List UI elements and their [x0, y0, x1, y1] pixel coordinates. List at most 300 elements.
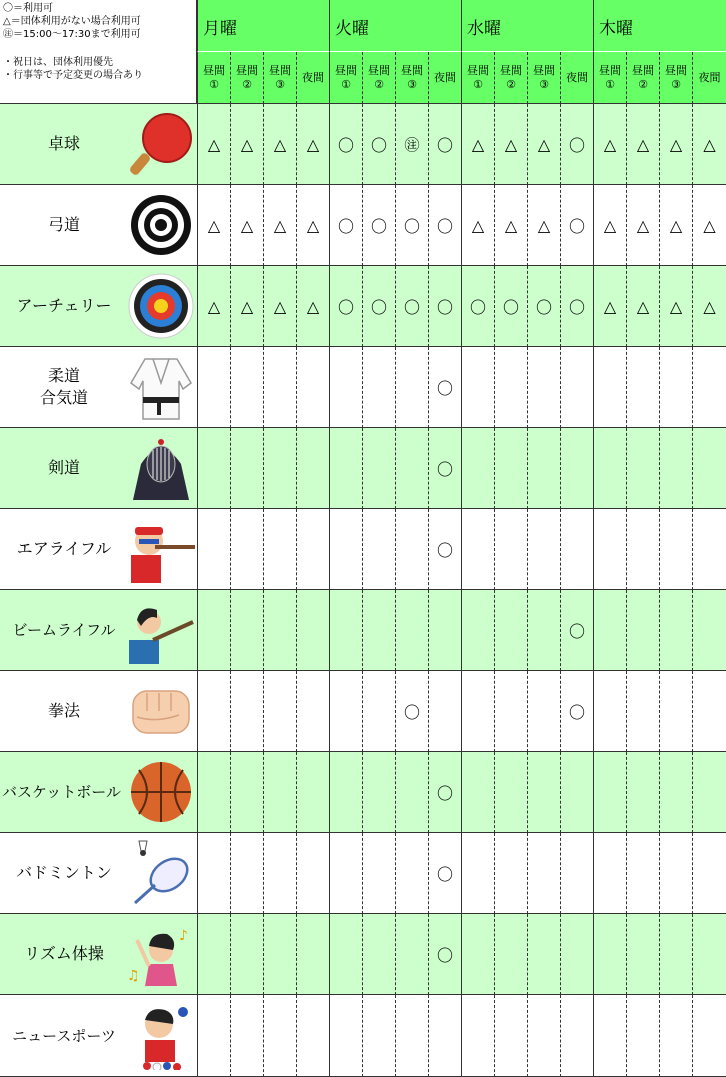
ping-pong-paddle-icon — [127, 110, 195, 178]
availability-cell — [230, 104, 263, 185]
conditional-mark: △ — [306, 215, 320, 235]
available-mark: 〇 — [370, 135, 387, 155]
availability-cell — [692, 509, 726, 590]
conditional-mark: △ — [273, 134, 287, 154]
conditional-mark: △ — [504, 215, 518, 235]
availability-cell — [197, 914, 230, 995]
availability-cell — [527, 509, 560, 590]
availability-cell — [362, 266, 395, 347]
sport-row-label — [0, 752, 197, 833]
conditional-mark: △ — [703, 296, 716, 316]
availability-cell — [428, 671, 461, 752]
conditional-mark: △ — [703, 215, 716, 235]
availability-cell — [362, 752, 395, 833]
badminton-racket-icon — [127, 839, 195, 907]
sport-row-label — [0, 590, 197, 671]
conditional-mark: △ — [636, 134, 650, 154]
available-mark: 〇 — [436, 216, 453, 236]
conditional-mark: △ — [273, 215, 287, 235]
availability-cell — [362, 509, 395, 590]
conditional-mark: △ — [240, 215, 254, 235]
available-mark: 〇 — [337, 135, 354, 155]
availability-cell — [560, 509, 593, 590]
availability-cell — [362, 833, 395, 914]
availability-cell — [230, 266, 263, 347]
availability-cell — [659, 428, 692, 509]
kyudo-target-icon — [127, 191, 195, 259]
availability-cell — [197, 671, 230, 752]
availability-cell — [263, 671, 296, 752]
availability-cell — [362, 104, 395, 185]
availability-cell — [395, 266, 428, 347]
availability-cell — [362, 428, 395, 509]
conditional-mark: △ — [603, 215, 617, 235]
availability-cell — [230, 428, 263, 509]
availability-cell — [296, 833, 329, 914]
conditional-mark: △ — [669, 134, 683, 154]
available-mark: 〇 — [403, 297, 420, 317]
availability-cell — [626, 428, 659, 509]
availability-cell — [659, 185, 692, 266]
availability-cell — [296, 266, 329, 347]
availability-cell — [560, 104, 593, 185]
availability-cell — [692, 104, 726, 185]
availability-cell — [494, 590, 527, 671]
availability-cell — [494, 995, 527, 1077]
available-mark: 〇 — [436, 783, 453, 803]
available-mark: 〇 — [403, 216, 420, 236]
availability-cell — [329, 752, 362, 833]
availability-cell — [296, 590, 329, 671]
availability-cell — [626, 266, 659, 347]
availability-cell — [494, 671, 527, 752]
availability-cell — [659, 509, 692, 590]
day-header: 水曜 — [461, 0, 593, 52]
availability-cell — [329, 590, 362, 671]
conditional-mark: △ — [306, 296, 320, 316]
available-mark: 〇 — [568, 621, 585, 641]
availability-cell — [560, 995, 593, 1077]
availability-cell — [362, 347, 395, 428]
kendo-mask-icon — [127, 434, 195, 502]
availability-cell — [296, 752, 329, 833]
availability-cell — [527, 347, 560, 428]
day-header: 木曜 — [593, 0, 726, 52]
legend-box — [0, 0, 197, 104]
availability-cell — [560, 671, 593, 752]
availability-cell — [560, 428, 593, 509]
availability-cell — [527, 833, 560, 914]
basketball-icon — [127, 758, 195, 826]
availability-cell — [593, 590, 626, 671]
availability-cell — [329, 509, 362, 590]
availability-cell — [593, 509, 626, 590]
conditional-mark: △ — [504, 134, 518, 154]
conditional-mark: △ — [636, 296, 650, 316]
availability-cell — [362, 590, 395, 671]
conditional-mark: △ — [603, 296, 617, 316]
new-sports-player-icon — [127, 1002, 195, 1070]
availability-cell — [296, 347, 329, 428]
available-mark: 〇 — [535, 297, 552, 317]
availability-cell — [494, 104, 527, 185]
availability-cell — [494, 185, 527, 266]
sport-name: 卓球 — [47, 134, 80, 153]
availability-cell — [329, 347, 362, 428]
availability-cell — [593, 266, 626, 347]
availability-cell — [263, 914, 296, 995]
availability-cell — [428, 104, 461, 185]
fist-icon — [127, 677, 195, 745]
availability-cell — [428, 833, 461, 914]
availability-cell — [329, 833, 362, 914]
available-mark: 〇 — [403, 702, 420, 722]
availability-cell — [263, 428, 296, 509]
sport-row-label — [0, 833, 197, 914]
availability-cell — [395, 590, 428, 671]
availability-cell — [461, 347, 494, 428]
availability-cell — [197, 509, 230, 590]
available-mark: 〇 — [436, 378, 453, 398]
availability-cell — [593, 914, 626, 995]
availability-cell — [197, 428, 230, 509]
available-mark: 〇 — [436, 297, 453, 317]
availability-cell — [395, 104, 428, 185]
sport-name: バスケットボール — [2, 783, 121, 801]
availability-cell — [263, 104, 296, 185]
slot-header: 昼間 ② — [494, 52, 527, 104]
conditional-mark: △ — [207, 134, 221, 154]
availability-cell — [461, 509, 494, 590]
availability-cell — [593, 833, 626, 914]
sport-row-label — [0, 509, 197, 590]
availability-cell — [197, 347, 230, 428]
available-mark: 〇 — [337, 216, 354, 236]
availability-cell — [626, 347, 659, 428]
slot-header: 夜間 — [428, 52, 461, 104]
available-mark: 〇 — [568, 135, 585, 155]
availability-cell — [428, 914, 461, 995]
availability-cell — [197, 266, 230, 347]
availability-cell — [527, 590, 560, 671]
sport-name: 弓道 — [47, 215, 80, 234]
availability-cell — [461, 752, 494, 833]
available-mark: 〇 — [436, 540, 453, 560]
availability-cell — [659, 347, 692, 428]
availability-cell — [659, 266, 692, 347]
availability-cell — [626, 833, 659, 914]
availability-cell — [527, 914, 560, 995]
sport-row-label — [0, 266, 197, 347]
availability-cell — [560, 590, 593, 671]
availability-cell — [329, 995, 362, 1077]
conditional-mark: △ — [207, 215, 221, 235]
availability-cell — [692, 347, 726, 428]
availability-cell — [296, 185, 329, 266]
conditional-mark: △ — [306, 134, 320, 154]
availability-cell — [593, 752, 626, 833]
availability-cell — [197, 104, 230, 185]
slot-header: 夜間 — [560, 52, 593, 104]
availability-cell — [329, 914, 362, 995]
legend-line: ・祝日は、団体利用優先 — [3, 57, 113, 68]
availability-cell — [230, 914, 263, 995]
availability-cell — [428, 995, 461, 1077]
availability-cell — [461, 671, 494, 752]
svg-text:♫: ♫ — [127, 968, 140, 984]
availability-cell — [329, 266, 362, 347]
available-mark: 〇 — [337, 297, 354, 317]
availability-cell — [329, 104, 362, 185]
availability-cell — [692, 590, 726, 671]
availability-cell — [230, 347, 263, 428]
availability-cell — [428, 509, 461, 590]
svg-text:♪: ♪ — [179, 928, 188, 944]
legend-line: ・行事等で予定変更の場合あり — [3, 70, 143, 81]
availability-cell — [626, 509, 659, 590]
availability-cell — [263, 509, 296, 590]
availability-cell — [263, 590, 296, 671]
availability-cell — [494, 833, 527, 914]
available-mark: 〇 — [469, 297, 486, 317]
availability-cell — [263, 266, 296, 347]
sport-name: リズム体操 — [24, 944, 104, 963]
conditional-mark: △ — [471, 215, 485, 235]
sport-row-label — [0, 185, 197, 266]
availability-cell — [296, 428, 329, 509]
slot-header: 昼間 ② — [362, 52, 395, 104]
availability-cell — [329, 428, 362, 509]
archery-target-icon — [127, 272, 195, 340]
conditional-mark: △ — [537, 215, 551, 235]
availability-cell — [626, 590, 659, 671]
availability-cell — [692, 428, 726, 509]
availability-cell — [395, 671, 428, 752]
availability-cell — [527, 104, 560, 185]
available-mark: 〇 — [436, 945, 453, 965]
sport-name: ビームライフル — [12, 621, 116, 639]
sport-name: アーチェリー — [16, 296, 112, 315]
slot-header: 昼間 ① — [593, 52, 626, 104]
availability-cell — [230, 590, 263, 671]
availability-cell — [428, 347, 461, 428]
sport-name: 拳法 — [47, 701, 80, 720]
availability-cell — [692, 914, 726, 995]
sport-row-label — [0, 347, 197, 428]
availability-cell — [626, 914, 659, 995]
slot-header: 昼間 ③ — [395, 52, 428, 104]
availability-cell — [527, 752, 560, 833]
availability-cell — [296, 671, 329, 752]
slot-header: 昼間 ① — [197, 52, 230, 104]
availability-cell — [527, 185, 560, 266]
availability-cell — [659, 752, 692, 833]
availability-cell — [626, 185, 659, 266]
legend-line: ㊟＝15:00～17:30まで利用可 — [3, 29, 141, 40]
sport-row-label — [0, 914, 197, 995]
availability-cell — [428, 590, 461, 671]
conditional-mark: △ — [703, 134, 716, 154]
available-mark: 〇 — [568, 297, 585, 317]
availability-cell — [527, 428, 560, 509]
availability-cell — [593, 104, 626, 185]
slot-header: 昼間 ② — [626, 52, 659, 104]
availability-cell — [263, 752, 296, 833]
availability-cell — [461, 590, 494, 671]
availability-cell — [395, 995, 428, 1077]
conditional-mark: △ — [240, 296, 254, 316]
availability-cell — [428, 185, 461, 266]
availability-cell — [230, 671, 263, 752]
availability-cell — [296, 509, 329, 590]
availability-cell — [362, 185, 395, 266]
sport-name: ニュースポーツ — [12, 1026, 116, 1045]
availability-cell — [230, 995, 263, 1077]
availability-cell — [692, 671, 726, 752]
available-mark: 〇 — [370, 297, 387, 317]
availability-cell — [560, 347, 593, 428]
availability-cell — [560, 266, 593, 347]
conditional-mark: △ — [537, 134, 551, 154]
sport-row-label — [0, 995, 197, 1077]
availability-cell — [197, 590, 230, 671]
availability-cell — [461, 995, 494, 1077]
availability-cell — [494, 428, 527, 509]
availability-cell — [197, 995, 230, 1077]
availability-cell — [395, 752, 428, 833]
availability-cell — [230, 509, 263, 590]
air-rifle-shooter-icon — [127, 515, 195, 583]
limited-hours-mark: ㊟ — [404, 135, 420, 154]
day-header: 月曜 — [197, 0, 329, 52]
sport-row-label — [0, 671, 197, 752]
availability-cell — [560, 833, 593, 914]
day-header: 火曜 — [329, 0, 461, 52]
conditional-mark: △ — [273, 296, 287, 316]
availability-cell — [593, 671, 626, 752]
availability-cell — [230, 185, 263, 266]
availability-cell — [461, 914, 494, 995]
availability-cell — [659, 590, 692, 671]
available-mark: 〇 — [436, 459, 453, 479]
availability-cell — [461, 428, 494, 509]
sport-name: 柔道 合気道 — [39, 366, 88, 407]
availability-cell — [626, 104, 659, 185]
availability-cell — [263, 995, 296, 1077]
availability-cell — [296, 995, 329, 1077]
availability-cell — [494, 266, 527, 347]
sport-name: 剣道 — [47, 458, 80, 477]
availability-cell — [197, 833, 230, 914]
availability-cell — [659, 104, 692, 185]
availability-cell — [659, 833, 692, 914]
slot-header: 昼間 ① — [329, 52, 362, 104]
availability-cell — [461, 266, 494, 347]
availability-cell — [296, 104, 329, 185]
availability-cell — [593, 185, 626, 266]
availability-cell — [329, 671, 362, 752]
conditional-mark: △ — [603, 134, 617, 154]
available-mark: 〇 — [502, 297, 519, 317]
conditional-mark: △ — [636, 215, 650, 235]
availability-cell — [428, 752, 461, 833]
slot-header: 昼間 ③ — [527, 52, 560, 104]
availability-cell — [560, 185, 593, 266]
availability-cell — [560, 752, 593, 833]
availability-cell — [527, 671, 560, 752]
availability-cell — [527, 995, 560, 1077]
availability-cell — [197, 752, 230, 833]
availability-cell — [362, 671, 395, 752]
available-mark: 〇 — [436, 864, 453, 884]
availability-cell — [362, 914, 395, 995]
availability-cell — [626, 671, 659, 752]
availability-cell — [263, 185, 296, 266]
availability-cell — [263, 833, 296, 914]
legend-line: 〇＝利用可 — [3, 3, 53, 14]
sport-row-label — [0, 428, 197, 509]
conditional-mark: △ — [669, 215, 683, 235]
slot-header: 昼間 ② — [230, 52, 263, 104]
availability-cell — [395, 347, 428, 428]
conditional-mark: △ — [240, 134, 254, 154]
available-mark: 〇 — [436, 135, 453, 155]
availability-cell — [692, 995, 726, 1077]
availability-cell — [494, 347, 527, 428]
available-mark: 〇 — [370, 216, 387, 236]
slot-header: 夜間 — [296, 52, 329, 104]
conditional-mark: △ — [207, 296, 221, 316]
availability-cell — [659, 914, 692, 995]
beam-rifle-shooter-icon — [127, 596, 195, 664]
slot-header: 昼間 ③ — [659, 52, 692, 104]
availability-cell — [692, 185, 726, 266]
availability-cell — [197, 185, 230, 266]
sport-row-label — [0, 104, 197, 185]
legend-line: △＝団体利用がない場合利用可 — [3, 16, 141, 27]
availability-cell — [362, 995, 395, 1077]
conditional-mark: △ — [471, 134, 485, 154]
sport-name: エアライフル — [16, 539, 112, 558]
sport-name: バドミントン — [16, 863, 112, 882]
availability-cell — [461, 185, 494, 266]
availability-cell — [692, 833, 726, 914]
available-mark: 〇 — [568, 702, 585, 722]
availability-cell — [230, 752, 263, 833]
availability-cell — [395, 185, 428, 266]
availability-cell — [461, 104, 494, 185]
availability-cell — [428, 428, 461, 509]
availability-cell — [329, 185, 362, 266]
availability-cell — [395, 914, 428, 995]
availability-cell — [527, 266, 560, 347]
availability-cell — [230, 833, 263, 914]
legend-line — [3, 41, 193, 54]
slot-header: 昼間 ① — [461, 52, 494, 104]
availability-cell — [626, 995, 659, 1077]
availability-cell — [296, 914, 329, 995]
availability-cell — [494, 914, 527, 995]
availability-cell — [395, 509, 428, 590]
availability-cell — [494, 509, 527, 590]
availability-cell — [428, 266, 461, 347]
availability-cell — [692, 752, 726, 833]
availability-cell — [395, 428, 428, 509]
availability-cell — [593, 995, 626, 1077]
slot-header: 夜間 — [692, 52, 726, 104]
availability-cell — [659, 671, 692, 752]
rhythm-dancer-icon — [127, 920, 195, 988]
